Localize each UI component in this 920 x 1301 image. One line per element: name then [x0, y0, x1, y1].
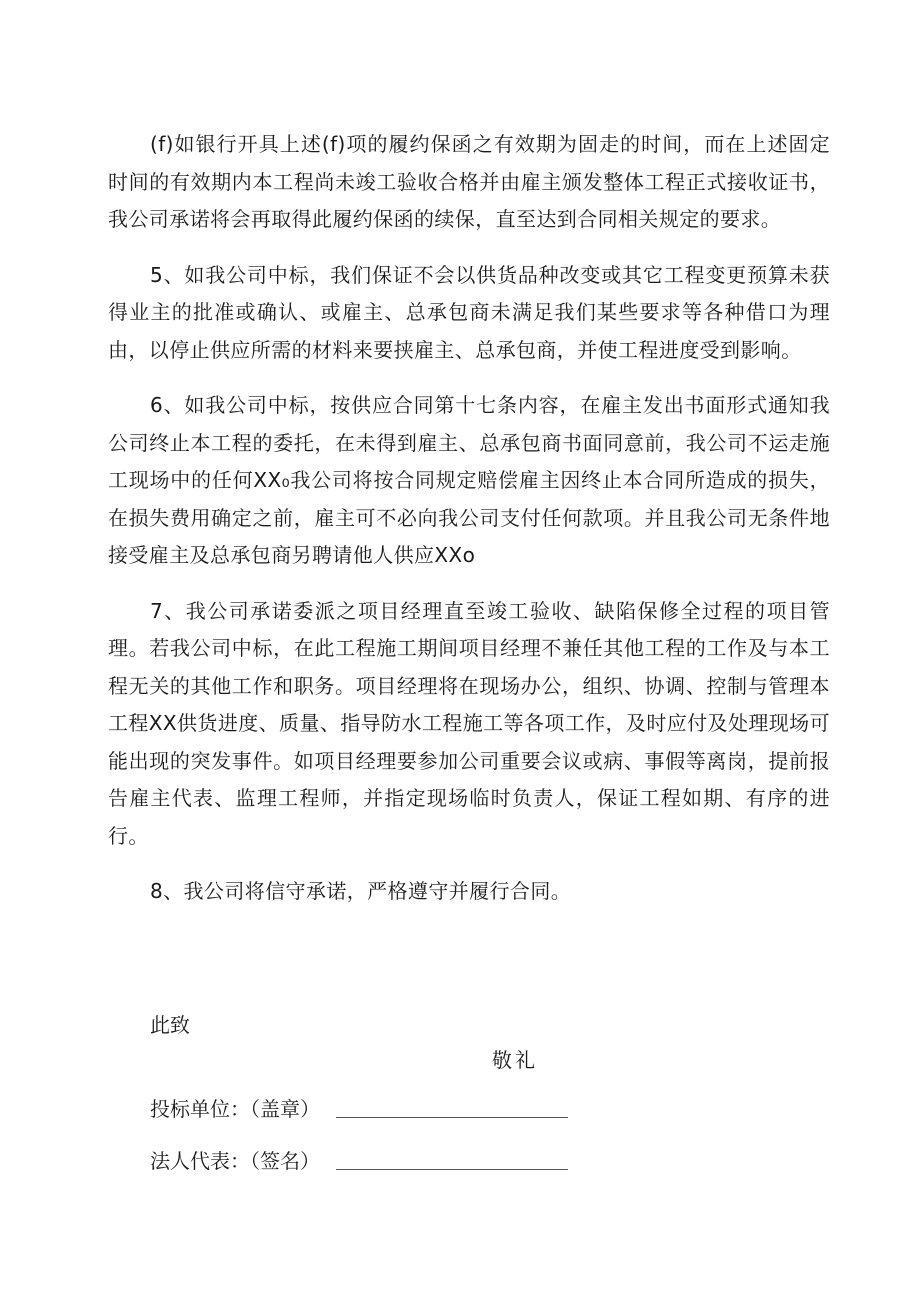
legal-rep-label: 法人代表：（签名） — [150, 1149, 320, 1173]
bidder-label: 投标单位：（盖章） — [150, 1097, 320, 1121]
bidder-signature-row — [150, 1094, 568, 1124]
bidder-signature-line — [336, 1116, 568, 1118]
regards: 敬礼 — [492, 1048, 538, 1072]
legal-rep-signature-row — [150, 1146, 568, 1176]
paragraph-8-contract-commitment: 8、我公司将信守承诺，严格遵守并履行合同。 — [150, 879, 572, 903]
paragraph-7-project-manager: 7、我公司承诺委派之项目经理直至竣工验收、缺陷保修全过程的项目管理。若我公司中标，在此工程施工期间项目经理不兼任其他工程的工作及与本工程无关的其他工作和职务。项目经理将在现场办公，组织、协调、控制与管理本工程XX供货进度、质量、指导防水工程施工等各项工作，及时应付及处理现场可能出现的突发事件。如项目经理要参加公司重要会议或病、事假等离岗，提前报告雇主代表、监理工程师，并指定现场临时负责人，保证工程如期、有序的进行。 — [108, 598, 830, 848]
letter-body — [108, 126, 830, 911]
legal-rep-signature-line — [336, 1168, 568, 1170]
paragraph-5-supply-commitment: 5、如我公司中标，我们保证不会以供货品种改变或其它工程变更预算未获得业主的批准或确认、或雇主、总承包商未满足我们某些要求等各种借口为理由，以停止供应所需的材料来要挟雇主、总承包商，并使工程进度受到影响。 — [108, 262, 830, 362]
paragraph-6-termination: 6、如我公司中标，按供应合同第十七条内容，在雇主发出书面形式通知我公司终止本工程的委托，在未得到雇主、总承包商书面同意前，我公司不运走施工现场中的任何XX₀我公司将按合同规定赔偿雇主因终止本合同所造成的损失，在损失费用确定之前，雇主可不必向我公司支付任何款项。并且我公司无条件地接受雇主及总承包商另聘请他人供应XXo — [108, 393, 830, 567]
closing-salutation: 此致 — [150, 1013, 190, 1037]
paragraph-f-guarantee: (f)如银行开具上述(f)项的履约保函之有效期为固走的时间，而在上述固定时间的有效期内本工程尚未竣工验收合格并由雇主颁发整体工程正式接收证书，我公司承诺将会再取得此履约保函的续保，直至达到合同相关规定的要求。 — [108, 132, 830, 231]
